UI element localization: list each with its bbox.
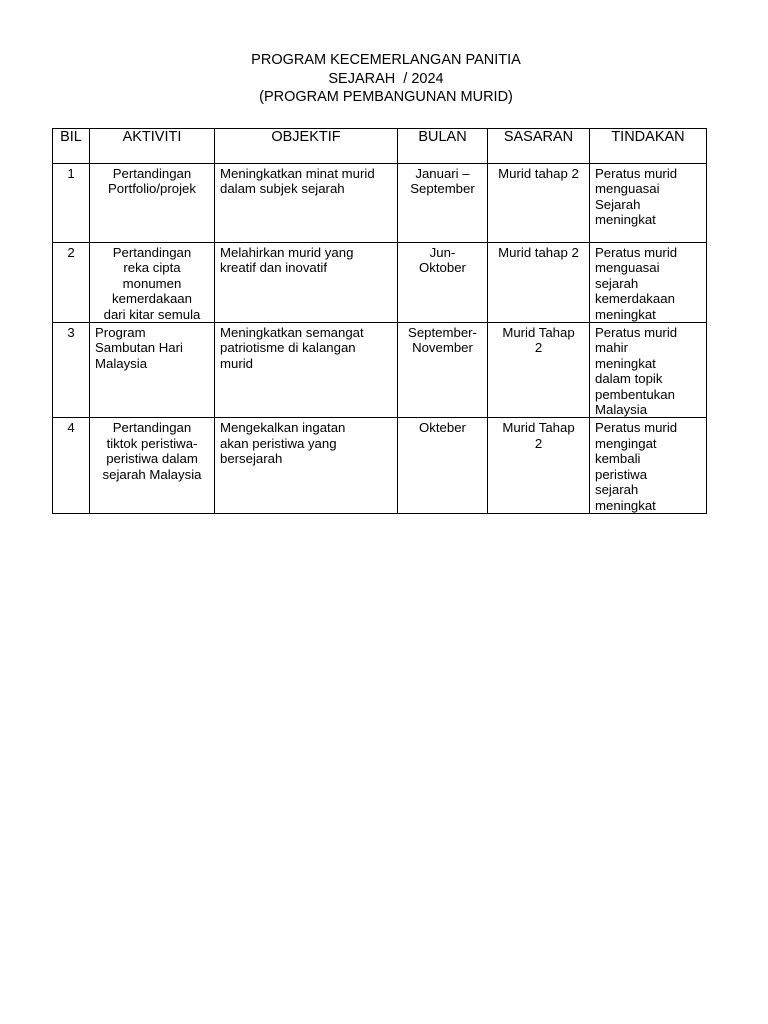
title-line-3: (PROGRAM PEMBANGUNAN MURID) xyxy=(259,89,513,105)
table-row xyxy=(53,323,707,418)
cell-tindakan: Peratus murid menguasai Sejarah meningkat xyxy=(590,164,707,243)
header-tindakan: TINDAKAN xyxy=(590,129,707,164)
header-bulan: BULAN xyxy=(398,129,488,164)
cell-aktiviti: Pertandingan Portfolio/projek xyxy=(90,164,215,243)
cell-sasaran: Murid Tahap 2 xyxy=(488,418,590,513)
table-row xyxy=(53,418,707,513)
table-row xyxy=(53,164,707,243)
cell-tindakan: Peratus murid mahir meningkat dalam topik pembentukan Malaysia xyxy=(590,323,707,418)
cell-bil: 3 xyxy=(53,323,90,418)
header-objektif: OBJEKTIF xyxy=(215,129,398,164)
cell-bulan: Jun- Oktober xyxy=(398,243,488,323)
cell-bil: 4 xyxy=(53,418,90,513)
cell-objektif: Melahirkan murid yang kreatif dan inovatif xyxy=(215,243,398,323)
cell-tindakan: Peratus murid menguasai sejarah kemerdakaan meningkat xyxy=(590,243,707,323)
cell-bulan: Okteber xyxy=(398,418,488,513)
cell-aktiviti: Program Sambutan Hari Malaysia xyxy=(90,323,215,418)
title-line-2: SEJARAH / 2024 xyxy=(328,70,444,87)
header-bil: BIL xyxy=(53,129,90,164)
program-table xyxy=(52,128,707,514)
cell-sasaran: Murid tahap 2 xyxy=(488,243,590,323)
cell-objektif: Mengekalkan ingatan akan peristiwa yang bersejarah xyxy=(215,418,398,513)
table-header-row xyxy=(53,129,707,164)
cell-bulan: September- November xyxy=(398,323,488,418)
cell-objektif: Meningkatkan semangat patriotisme di kalangan murid xyxy=(215,323,398,418)
cell-bil: 2 xyxy=(53,243,90,323)
document-title xyxy=(0,51,768,107)
header-aktiviti: AKTIVITI xyxy=(90,129,215,164)
cell-aktiviti: Pertandingan tiktok peristiwa- peristiwa dalam sejarah Malaysia xyxy=(90,418,215,513)
title-line-1: PROGRAM KECEMERLANGAN PANITIA xyxy=(251,52,521,68)
cell-bil: 1 xyxy=(53,164,90,243)
cell-tindakan: Peratus murid mengingat kembali peristiwa sejarah meningkat xyxy=(590,418,707,513)
table-row xyxy=(53,243,707,323)
cell-bulan: Januari – September xyxy=(398,164,488,243)
cell-sasaran: Murid Tahap 2 xyxy=(488,323,590,418)
cell-sasaran: Murid tahap 2 xyxy=(488,164,590,243)
cell-aktiviti: Pertandingan reka cipta monumen kemerdakaan dari kitar semula xyxy=(90,243,215,323)
header-sasaran: SASARAN xyxy=(488,129,590,164)
cell-objektif: Meningkatkan minat murid dalam subjek sejarah xyxy=(215,164,398,243)
